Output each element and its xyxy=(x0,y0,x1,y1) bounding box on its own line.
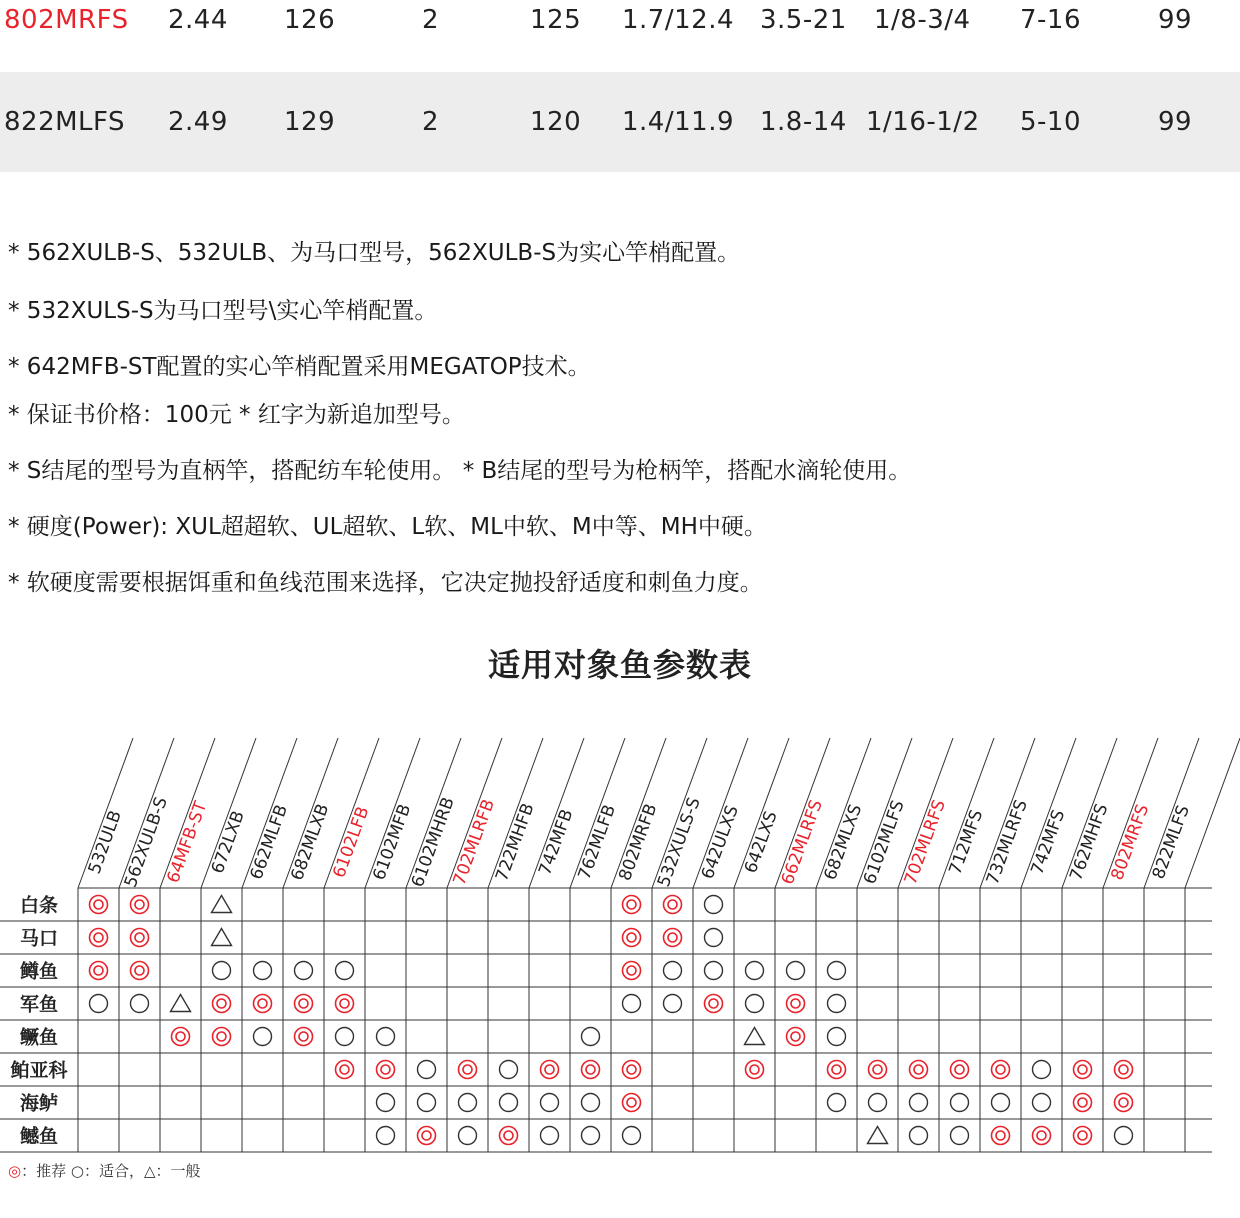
suitable-mark xyxy=(377,1094,395,1112)
recommend-mark xyxy=(336,995,354,1013)
suitable-mark xyxy=(418,1061,436,1079)
recommend-mark xyxy=(131,962,149,980)
note-line: * S结尾的型号为直柄竿，搭配纺车轮使用。 * B结尾的型号为枪柄竿，搭配水滴轮使用。 xyxy=(8,458,912,484)
recommend-mark-inner xyxy=(996,1131,1005,1140)
recommend-mark-inner xyxy=(627,933,636,942)
recommend-mark xyxy=(1115,1094,1133,1112)
recommend-mark xyxy=(500,1127,518,1145)
closed-length-cell: 126 xyxy=(284,5,336,35)
recommend-mark-inner xyxy=(504,1131,513,1140)
suitable-mark xyxy=(541,1127,559,1145)
suitable-mark xyxy=(623,1127,641,1145)
column-header-label: 732MLRFS xyxy=(982,797,1032,888)
column-header-label: 662MLFB xyxy=(246,802,293,883)
recommend-mark xyxy=(254,995,272,1013)
column-header-label: 742MFS xyxy=(1027,807,1070,878)
recommend-mark xyxy=(623,929,641,947)
recommend-mark xyxy=(1074,1094,1092,1112)
recommend-mark xyxy=(1074,1061,1092,1079)
recommend-mark-inner xyxy=(832,1065,841,1074)
recommend-mark xyxy=(828,1061,846,1079)
recommend-mark-inner xyxy=(340,1065,349,1074)
column-header-label: 682MLXB xyxy=(287,801,334,884)
column-header-label: 642LXS xyxy=(740,808,782,876)
fish-row-label: 白条 xyxy=(19,894,59,917)
general-symbol: △ xyxy=(144,1162,156,1180)
suitable-mark xyxy=(582,1094,600,1112)
suitable-mark xyxy=(254,962,272,980)
column-header-label: 702MLRFB xyxy=(449,796,500,888)
suitable-mark xyxy=(1033,1094,1051,1112)
guides-cell: 99 xyxy=(1158,107,1193,137)
column-header-label: 762MLFB xyxy=(574,802,621,883)
recommend-mark xyxy=(623,1094,641,1112)
general-mark xyxy=(745,1028,765,1045)
recommend-mark xyxy=(664,896,682,914)
lure-oz-cell: 1/16-1/2 xyxy=(866,107,980,137)
suitable-mark xyxy=(746,995,764,1013)
suitable-mark xyxy=(951,1094,969,1112)
suitable-mark xyxy=(705,929,723,947)
line-cell: 7-16 xyxy=(1020,5,1082,35)
recommend-mark xyxy=(787,995,805,1013)
recommend-mark-inner xyxy=(381,1065,390,1074)
recommend-mark xyxy=(1033,1127,1051,1145)
general-label: ：一般 xyxy=(155,1162,201,1180)
recommend-mark-inner xyxy=(1119,1065,1128,1074)
suitable-mark xyxy=(869,1094,887,1112)
suitable-mark xyxy=(541,1094,559,1112)
suitable-mark xyxy=(828,962,846,980)
general-mark xyxy=(868,1127,888,1144)
column-header-label: 672LXB xyxy=(207,808,249,877)
recommend-mark-inner xyxy=(94,966,103,975)
recommend-mark-inner xyxy=(627,1098,636,1107)
recommend-mark-inner xyxy=(1037,1131,1046,1140)
recommend-mark-inner xyxy=(422,1131,431,1140)
suitable-mark xyxy=(828,1028,846,1046)
recommend-mark-inner xyxy=(176,1032,185,1041)
column-header-label: 64MFB-ST xyxy=(163,798,212,886)
recommend-mark-inner xyxy=(1078,1065,1087,1074)
recommend-mark-inner xyxy=(627,966,636,975)
fish-row-label: 鳡鱼 xyxy=(19,1125,59,1148)
suitable-mark xyxy=(295,962,313,980)
note-line: * 532XULS-S为马口型号\实心竿梢配置。 xyxy=(8,298,438,324)
recommend-mark-inner xyxy=(668,900,677,909)
length-cell: 2.49 xyxy=(168,107,228,137)
column-header-label: 562XULB-S xyxy=(120,794,172,891)
fish-row-label: 鳜鱼 xyxy=(19,1026,59,1049)
recommend-mark-inner xyxy=(217,999,226,1008)
note-line: * 保证书价格：100元 * 红字为新追加型号。 xyxy=(8,402,465,428)
suitable-mark xyxy=(418,1094,436,1112)
recommend-mark xyxy=(172,1028,190,1046)
diameter-cell: 1.7/12.4 xyxy=(622,5,734,35)
recommend-mark xyxy=(705,995,723,1013)
lure-oz-cell: 1/8-3/4 xyxy=(874,5,971,35)
fish-row-label: 鲌亚科 xyxy=(10,1059,68,1082)
suitable-mark xyxy=(992,1094,1010,1112)
suitable-mark xyxy=(582,1127,600,1145)
suitable-mark xyxy=(910,1127,928,1145)
column-header-label: 762MHFS xyxy=(1066,801,1113,884)
suitable-mark xyxy=(459,1127,477,1145)
suitable-mark xyxy=(787,962,805,980)
column-header-label: 682MLXS xyxy=(820,801,867,883)
recommend-symbol: ◎ xyxy=(8,1162,22,1180)
suitable-mark xyxy=(828,995,846,1013)
column-header-label: 6102LFB xyxy=(329,804,374,881)
recommend-mark-inner xyxy=(1078,1098,1087,1107)
suitable-mark xyxy=(90,995,108,1013)
recommend-mark xyxy=(992,1061,1010,1079)
recommend-mark xyxy=(418,1127,436,1145)
recommend-mark-inner xyxy=(750,1065,759,1074)
lure-weight-cell: 3.5-21 xyxy=(760,5,847,35)
recommend-mark xyxy=(90,896,108,914)
general-mark xyxy=(171,995,191,1012)
recommend-mark xyxy=(951,1061,969,1079)
recommend-mark xyxy=(90,962,108,980)
recommend-mark xyxy=(1074,1127,1092,1145)
fish-row-label: 海鲈 xyxy=(19,1092,59,1115)
suitable-mark xyxy=(664,995,682,1013)
fish-row-label: 鳟鱼 xyxy=(19,960,59,983)
recommend-mark-inner xyxy=(545,1065,554,1074)
suitable-mark xyxy=(500,1094,518,1112)
recommend-mark-inner xyxy=(873,1065,882,1074)
column-header-label: 6102MHRB xyxy=(407,794,459,890)
recommend-mark xyxy=(131,929,149,947)
recommend-mark xyxy=(213,1028,231,1046)
length-cell: 2.44 xyxy=(168,5,228,35)
recommend-mark xyxy=(623,962,641,980)
suitable-mark xyxy=(828,1094,846,1112)
recommend-mark-inner xyxy=(299,1032,308,1041)
closed-length-cell: 129 xyxy=(284,107,336,137)
note-line: * 硬度(Power): XUL超超软、UL超软、L软、ML中软、M中等、MH中硬。 xyxy=(8,514,767,540)
recommend-mark-inner xyxy=(914,1065,923,1074)
suitable-label: ：适合， xyxy=(83,1162,144,1180)
recommend-mark xyxy=(1115,1061,1133,1079)
column-header-label: 712MFS xyxy=(945,807,988,878)
recommend-mark xyxy=(623,1061,641,1079)
column-header-label: 822MLFS xyxy=(1148,802,1194,882)
suitable-mark xyxy=(951,1127,969,1145)
recommend-mark-inner xyxy=(94,933,103,942)
line-cell: 5-10 xyxy=(1020,107,1082,137)
suitable-symbol: ○ xyxy=(70,1162,84,1180)
note-line: * 642MFB-ST配置的实心竿梢配置采用MEGATOP技术。 xyxy=(8,354,591,380)
suitable-mark xyxy=(582,1028,600,1046)
recommend-mark-inner xyxy=(668,933,677,942)
fish-row-label: 马口 xyxy=(19,927,59,950)
model-cell: 822MLFS xyxy=(4,107,126,137)
recommend-mark-inner xyxy=(94,900,103,909)
recommend-mark-inner xyxy=(1119,1098,1128,1107)
recommend-mark xyxy=(787,1028,805,1046)
recommend-mark-inner xyxy=(791,999,800,1008)
recommend-mark-inner xyxy=(627,900,636,909)
recommend-mark-inner xyxy=(135,966,144,975)
recommend-mark-inner xyxy=(586,1065,595,1074)
recommend-mark xyxy=(336,1061,354,1079)
column-header-label: 802MRFS xyxy=(1107,801,1154,883)
suitable-mark xyxy=(500,1061,518,1079)
recommend-mark-inner xyxy=(135,900,144,909)
suitable-mark xyxy=(131,995,149,1013)
suitable-mark xyxy=(336,962,354,980)
column-header-label: 6102MLFS xyxy=(859,797,909,887)
note-line: * 软硬度需要根据饵重和鱼线范围来选择，它决定抛投舒适度和刺鱼力度。 xyxy=(8,570,763,596)
recommend-mark xyxy=(910,1061,928,1079)
recommend-mark-inner xyxy=(1078,1131,1087,1140)
guides-cell: 99 xyxy=(1158,5,1193,35)
recommend-mark xyxy=(131,896,149,914)
recommend-mark xyxy=(664,929,682,947)
column-header-label: 662MLRFS xyxy=(777,797,827,888)
recommend-mark-inner xyxy=(258,999,267,1008)
suitable-mark xyxy=(1033,1061,1051,1079)
column-header-label: 642ULXS xyxy=(697,802,743,882)
header-slant-line xyxy=(1185,738,1240,888)
pieces-cell: 2 xyxy=(422,107,440,137)
recommend-mark-inner xyxy=(463,1065,472,1074)
suitable-mark xyxy=(705,962,723,980)
column-header-label: 532ULB xyxy=(84,807,126,877)
model-cell: 802MRFS xyxy=(4,5,129,35)
recommend-mark xyxy=(582,1061,600,1079)
recommend-label: ：推荐 xyxy=(21,1162,67,1180)
suitable-mark xyxy=(336,1028,354,1046)
general-mark xyxy=(212,929,232,946)
column-header-label: 802MRFB xyxy=(615,801,662,884)
column-header-label: 6102MFB xyxy=(369,801,416,884)
recommend-mark xyxy=(213,995,231,1013)
recommend-mark-inner xyxy=(135,933,144,942)
recommend-mark-inner xyxy=(955,1065,964,1074)
recommend-mark xyxy=(295,1028,313,1046)
table-title: 适用对象鱼参数表 xyxy=(487,646,752,684)
recommend-mark-inner xyxy=(217,1032,226,1041)
recommend-mark-inner xyxy=(709,999,718,1008)
recommend-mark xyxy=(623,896,641,914)
suitable-mark xyxy=(377,1028,395,1046)
column-header-label: 722MHFB xyxy=(491,800,539,884)
suitable-mark xyxy=(705,896,723,914)
pieces-cell: 2 xyxy=(422,5,440,35)
column-header-label: 702MLRFS xyxy=(900,797,950,888)
suitable-mark xyxy=(910,1094,928,1112)
recommend-mark-inner xyxy=(340,999,349,1008)
general-mark xyxy=(212,896,232,913)
fish-row-label: 军鱼 xyxy=(19,993,59,1016)
suitable-mark xyxy=(1115,1127,1133,1145)
note-line: * 562XULB-S、532ULB、为马口型号，562XULB-S为实心竿梢配置。 xyxy=(8,240,741,266)
suitable-mark xyxy=(746,962,764,980)
recommend-mark xyxy=(869,1061,887,1079)
recommend-mark xyxy=(541,1061,559,1079)
diameter-cell: 1.4/11.9 xyxy=(622,107,734,137)
legend xyxy=(8,1160,201,1181)
suitable-mark xyxy=(623,995,641,1013)
recommend-mark xyxy=(459,1061,477,1079)
recommend-mark xyxy=(90,929,108,947)
suitable-mark xyxy=(664,962,682,980)
column-header-label: 742MFB xyxy=(535,806,578,878)
recommend-mark xyxy=(992,1127,1010,1145)
recommend-mark-inner xyxy=(996,1065,1005,1074)
column-header-label: 532XULS-S xyxy=(653,794,705,890)
lure-weight-cell: 1.8-14 xyxy=(760,107,847,137)
recommend-mark xyxy=(377,1061,395,1079)
suitable-mark xyxy=(254,1028,272,1046)
weight-cell: 125 xyxy=(530,5,582,35)
weight-cell: 120 xyxy=(530,107,582,137)
recommend-mark-inner xyxy=(791,1032,800,1041)
suitable-mark xyxy=(213,962,231,980)
recommend-mark-inner xyxy=(299,999,308,1008)
suitable-mark xyxy=(377,1127,395,1145)
recommend-mark-inner xyxy=(627,1065,636,1074)
recommend-mark xyxy=(295,995,313,1013)
suitable-mark xyxy=(459,1094,477,1112)
recommend-mark xyxy=(746,1061,764,1079)
